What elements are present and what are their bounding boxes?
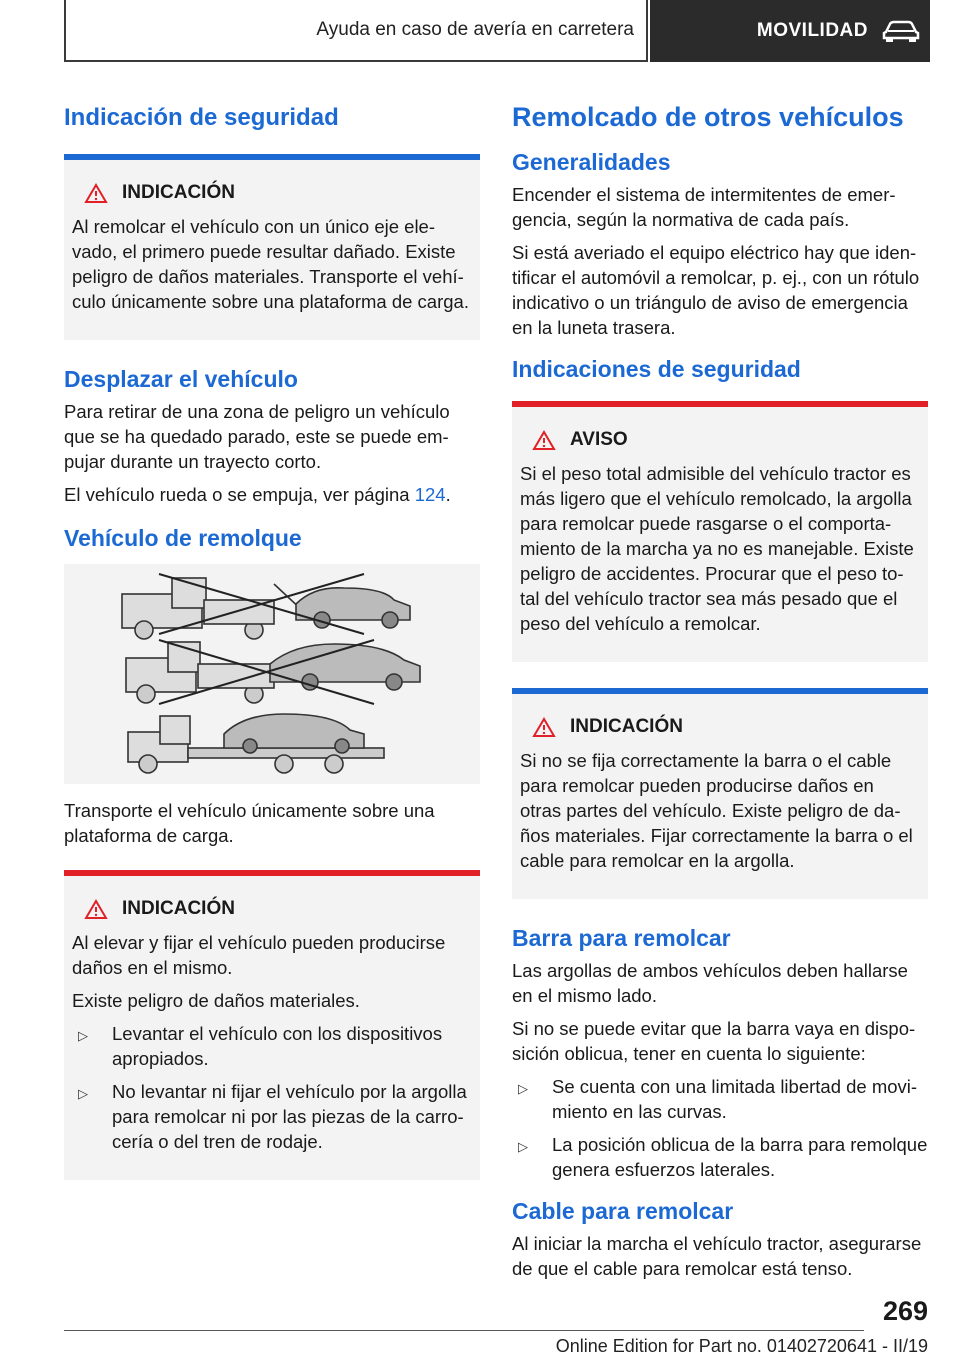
bullet-triangle-icon: ▷ [78,1086,88,1101]
list-item: ▷ Se cuenta con una limitada libertad de movi-miento en las curvas. [512,1074,928,1124]
heading-safety-notes: Indicaciones de seguridad [512,356,801,382]
bullet-triangle-icon: ▷ [518,1139,528,1154]
note-text: Existe peligro de daños materiales. [72,990,360,1011]
note-title: INDICACIÓN [84,898,472,920]
note-text: Si no se fija correctamente la barra o el cable para remolcar pueden producirse daños en otras partes del vehículo. Existe peligro de da-ños materiales. Fijar correctamente la barra o el cable para remolcar en la argolla. [520,750,913,871]
warning-triangle-icon [532,430,556,451]
heading-security: Indicación de seguridad [64,104,339,131]
note-box-2 [64,870,480,1180]
cable-paragraph: Al iniciar la marcha el vehículo tractor, asegurarse de que el cable para remolcar está tenso. [512,1233,922,1279]
bullet-triangle-icon: ▷ [518,1081,528,1096]
general-paragraph: Encender el sistema de intermitentes de emer-gencia, según la normativa de cada país. [512,184,896,230]
bar-paragraph: Las argollas de ambos vehículos deben hallarse en el mismo lado. [512,960,908,1006]
bar-paragraph: Si no se puede evitar que la barra vaya en dispo-sición oblicua, tener en cuenta lo siguiente: [512,1018,916,1064]
list-item: ▷ Levantar el vehículo con los dispositivos apropiados. [72,1021,472,1071]
note-text: Al remolcar el vehículo con un único eje ele-vado, el primero puede resultar dañado. Existe peligro de daños materiales. Transporte el vehí-culo únicamente sobre una plataforma de carga. [72,216,469,312]
heading-tow-cable: Cable para remolcar [512,1198,734,1224]
warning-triangle-icon [84,899,108,920]
list-item: ▷ No levantar ni fijar el vehículo por la argolla para remolcar ni por las piezas de la carro-cería o del tren de rodaje. [72,1079,472,1154]
warning-text: Si el peso total admisible del vehículo tractor es más ligero que el vehículo remolcado, la argolla para remolcar puede rasgarse o el comporta-miento de la marcha ya no es manejable. Existe peligro de accidentes. Procurar que el peso to-tal del vehículo tractor sea más pesado que el peso del vehículo a remolcar. [520,463,914,634]
heading-general: Generalidades [512,149,671,175]
towing-illustration [64,564,480,784]
list-item: ▷ La posición oblicua de la barra para remolque genera esfuerzos laterales. [512,1132,928,1182]
move-paragraph: Para retirar de una zona de peligro un vehículo que se ha quedado parado, este se puede em-pujar durante un trayecto corto. [64,401,450,472]
heading-tow-bar: Barra para remolcar [512,925,731,951]
header-chapter [650,0,930,62]
note-text: Al elevar y fijar el vehículo pueden producirse daños en el mismo. [72,932,446,978]
heading-move-vehicle: Desplazar el vehículo [64,366,298,392]
left-column [64,96,480,1206]
section-title: Ayuda en caso de avería en carretera [316,19,634,40]
heading-trailer: Vehículo de remolque [64,525,302,551]
note-title: INDICACIÓN [84,182,472,204]
page-number: 269 [882,1296,928,1326]
move-reference: El vehículo rueda o se empuja, ver página 124. [64,484,451,505]
footer-divider [64,1330,864,1331]
note-box [64,154,480,340]
tow-truck-illustration [64,564,480,784]
heading-tow-other-vehicles: Remolcado de otros vehículos [512,102,904,132]
right-column [512,96,928,1289]
edition-text: Online Edition for Part no. 01402720641 - II/19 [555,1336,928,1356]
bullet-triangle-icon: ▷ [78,1028,88,1043]
warning-box [512,401,928,662]
warning-title: AVISO [532,429,920,451]
note-box-3 [512,688,928,899]
note-title: INDICACIÓN [532,716,920,738]
car-icon [882,20,920,42]
header-section-title [64,0,648,62]
trailer-caption: Transporte el vehículo únicamente sobre una plataforma de carga. [64,800,435,846]
warning-triangle-icon [532,717,556,738]
page-link[interactable]: 124 [414,484,446,505]
general-paragraph: Si está averiado el equipo eléctrico hay que iden-tificar el automóvil a remolcar, p. ej., con un rótulo indicativo o un triángulo de aviso de emergencia en la luneta trasera. [512,242,920,338]
warning-triangle-icon [84,183,108,204]
chapter-title: MOVILIDAD [756,20,868,41]
